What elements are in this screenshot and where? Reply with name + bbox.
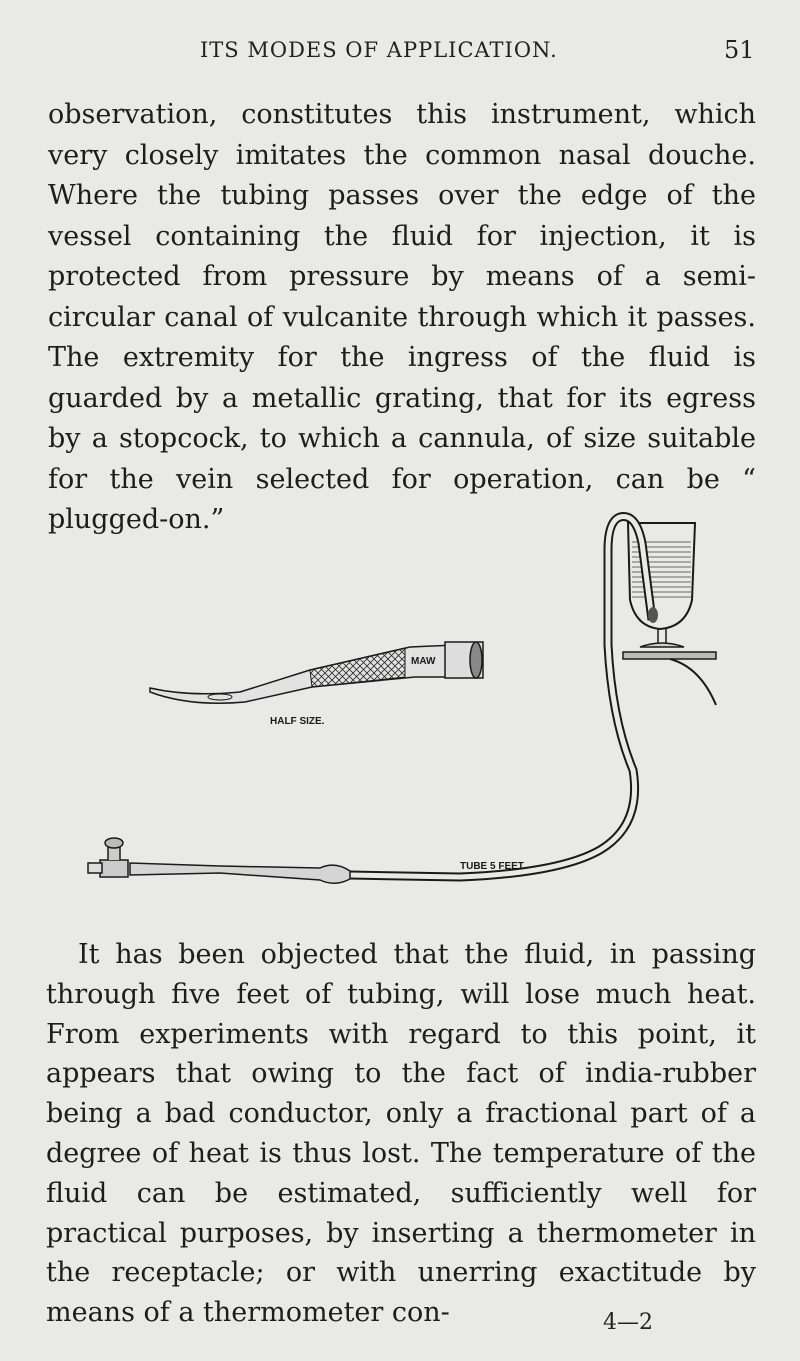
label-maw: MAW <box>411 656 436 667</box>
maw-piece <box>150 642 483 727</box>
apparatus-illustration <box>80 505 730 895</box>
page-number: 51 <box>724 36 755 64</box>
label-half-size: HALF SIZE. <box>270 716 325 727</box>
rubber-tube <box>350 517 658 877</box>
label-tube: TUBE 5 FEET <box>460 861 524 872</box>
running-title: ITS MODES OF APPLICATION. <box>200 38 558 62</box>
paragraph-bottom: It has been objected that the fluid, in passing through five feet of tubing, will lose much heat. From experiments with regard to this point, it appears that owing to the fact of india-rubber being a bad conductor, only a fractional part of a degree of heat is thus lost. The temperature of the fluid can be estimated, sufficiently well for practical purposes, by inserting a thermometer in the receptacle; or with unerring exactitude by means of a thermometer con- <box>46 939 756 1329</box>
signature-mark: 4—2 <box>603 1310 653 1335</box>
running-head <box>0 36 800 76</box>
glass-vessel <box>623 523 716 705</box>
paragraph-top: observation, constitutes this instrument, which very closely imitates the common nasal douche. Where the tubing passes over the edge of the vessel containing the fluid for injection, it is protected from pressure by means of a semi-circular canal of vulcanite through which it passes. The extremity for the ingress of the fluid is guarded by a metallic grating, that for its egress by a stopcock, to which a cannula, of size suitable for the vein selected for operation, can be “ plugged-on.” <box>48 99 756 535</box>
apparatus-figure <box>80 505 730 895</box>
stopcock-assembly <box>88 838 350 883</box>
